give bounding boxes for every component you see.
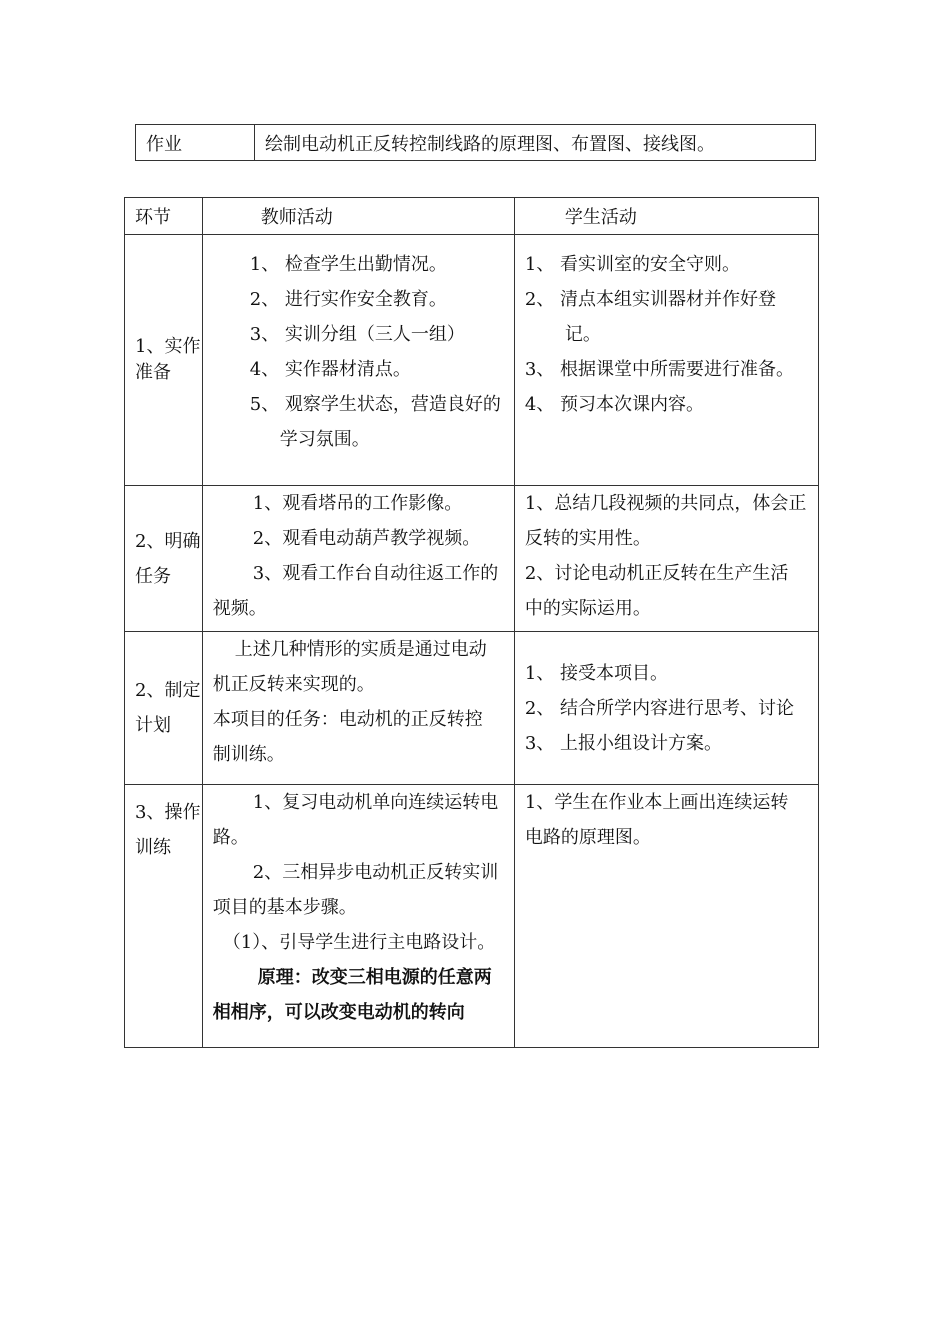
student-item: 2、 结合所学内容进行思考、讨论 [524, 697, 795, 719]
header-student-activity: 学生活动 [514, 198, 818, 235]
stage-cell [125, 785, 203, 1048]
homework-table [135, 124, 816, 161]
teacher-item: 机正反转来实现的。 [212, 674, 375, 695]
student-item: 3、 上报小组设计方案。 [524, 732, 723, 754]
student-item: 1、 接受本项目。 [524, 662, 669, 684]
student-item: 2、讨论电动机正反转在生产生活 [524, 563, 789, 584]
teacher-item: 1、复习电动机单向连续运转电 [252, 792, 499, 813]
stage-label: 3、操作 [135, 802, 201, 823]
table-row [125, 486, 819, 632]
teacher-item: 上述几种情形的实质是通过电动 [234, 639, 487, 660]
teacher-item: 3、 实训分组（三人一组） [249, 324, 465, 345]
teacher-item: 视频。 [212, 598, 267, 619]
student-item: 3、 根据课堂中所需要进行准备。 [524, 359, 795, 380]
table-header-row [125, 198, 819, 235]
teacher-principle-text: 相相序，可以改变电动机的转向 [212, 1002, 465, 1023]
student-activity-cell [514, 785, 818, 1048]
teacher-activity-cell [202, 632, 514, 785]
stage-cell [125, 632, 203, 785]
teacher-activity-cell [202, 785, 514, 1048]
teacher-principle-text: 原理：改变三相电源的任意两 [257, 967, 492, 988]
teacher-item: 3、观看工作台自动往返工作的 [252, 563, 499, 584]
student-item: 中的实际运用。 [524, 598, 651, 619]
student-item: 1、学生在作业本上画出连续运转 [524, 792, 789, 813]
teacher-item: 4、 实作器材清点。 [249, 359, 411, 380]
stage-label: 训练 [135, 837, 171, 858]
header-teacher-activity: 教师活动 [202, 198, 514, 235]
stage-cell [125, 486, 203, 632]
teacher-item: （1）、引导学生进行主电路设计。 [222, 932, 496, 953]
student-item: 4、 预习本次课内容。 [524, 394, 705, 415]
stage-label: 2、制定 [135, 680, 201, 701]
teacher-item: 本项目的任务：电动机的正反转控 [212, 709, 483, 730]
stage-label: 准备 [135, 362, 171, 383]
student-item: 反转的实用性。 [524, 528, 651, 549]
stage-label: 1、实作 [135, 336, 201, 357]
student-item: 2、 清点本组实训器材并作好登 [524, 289, 777, 310]
homework-text: 绘制电动机正反转控制线路的原理图、布置图、接线图。 [255, 125, 816, 161]
teacher-activity-cell [202, 486, 514, 632]
student-item: 1、 看实训室的安全守则。 [524, 254, 741, 275]
student-activity-cell [514, 486, 818, 632]
student-item: 1、总结几段视频的共同点，体会正 [524, 493, 807, 514]
stage-label: 计划 [135, 715, 171, 736]
teacher-activity-cell [202, 235, 514, 486]
teacher-item: 项目的基本步骤。 [212, 897, 357, 918]
stage-label: 任务 [135, 565, 171, 587]
homework-label: 作业 [136, 125, 255, 161]
teacher-item: 学习氛围。 [279, 429, 370, 450]
student-item: 电路的原理图。 [524, 827, 651, 848]
student-activity-cell [514, 235, 818, 486]
teacher-item: 1、观看塔吊的工作影像。 [252, 493, 463, 514]
header-stage: 环节 [125, 198, 203, 235]
teacher-item: 2、 进行实作安全教育。 [249, 289, 447, 310]
teacher-item: 制训练。 [212, 744, 285, 765]
homework-row [136, 125, 816, 161]
stage-cell [125, 235, 203, 486]
lesson-activity-table [124, 197, 819, 1048]
teacher-item: 2、观看电动葫芦教学视频。 [252, 528, 481, 549]
teacher-item: 路。 [212, 827, 249, 848]
table-row [125, 785, 819, 1048]
stage-label: 2、明确 [135, 530, 201, 552]
teacher-item: 1、 检查学生出勤情况。 [249, 254, 447, 275]
teacher-item: 5、 观察学生状态，营造良好的 [249, 394, 501, 415]
teacher-item: 2、三相异步电动机正反转实训 [252, 862, 499, 883]
student-item: 记。 [564, 324, 601, 345]
table-row [125, 632, 819, 785]
table-row [125, 235, 819, 486]
student-activity-cell [514, 632, 818, 785]
